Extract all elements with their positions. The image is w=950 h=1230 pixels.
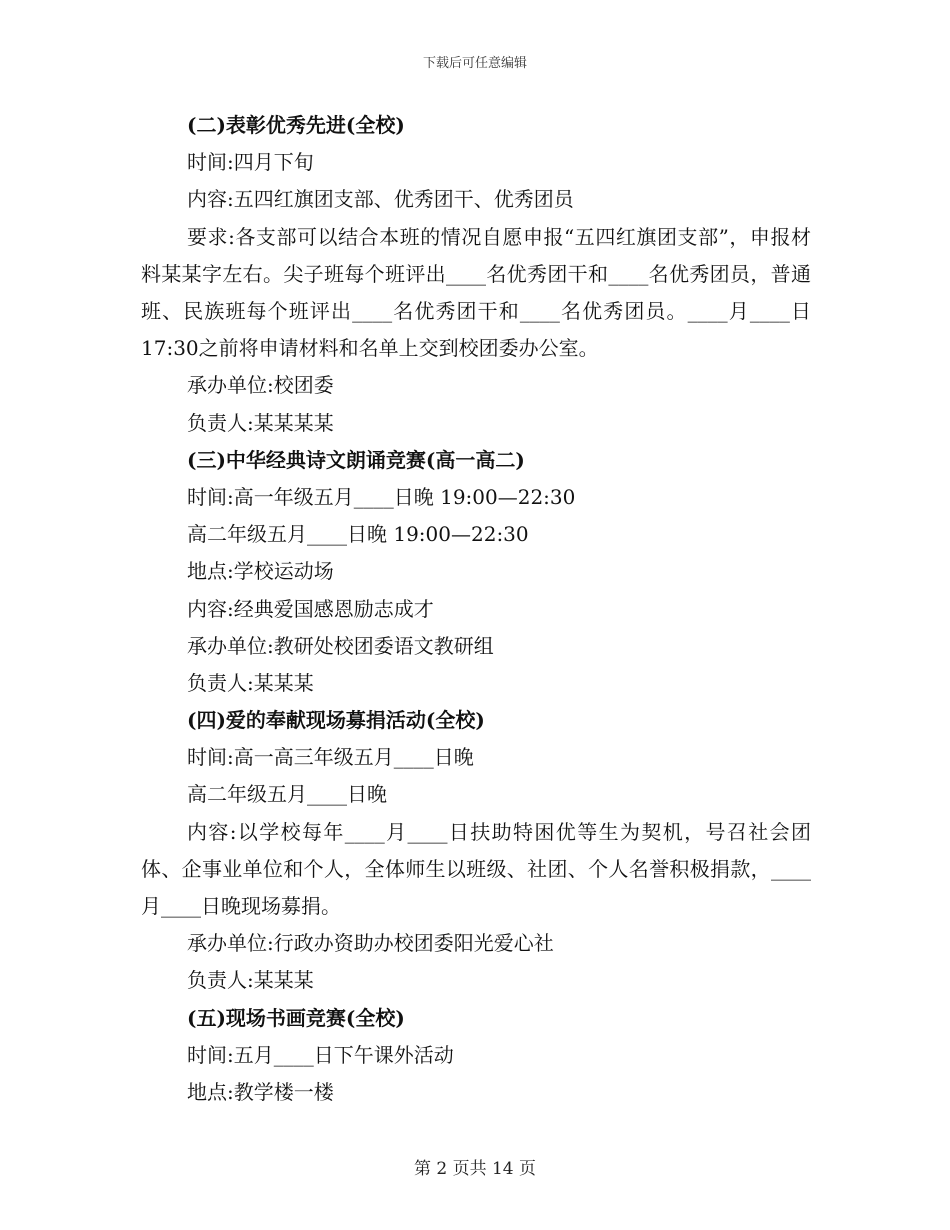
- section-time: 时间:高一年级五月____日晚 19:00—22:30: [187, 484, 576, 509]
- section-person: 负责人:某某某: [187, 968, 314, 993]
- section-heading: (三)中华经典诗文朗诵竞赛(高一高二): [187, 447, 525, 472]
- section-content: 内容:五四红旗团支部、优秀团干、优秀团员: [187, 187, 574, 212]
- section-person: 负责人:某某某: [187, 670, 314, 695]
- section-time-secondary: 高二年级五月____日晚: [187, 782, 387, 807]
- section-heading: (二)表彰优秀先进(全校): [187, 113, 405, 137]
- section-time: 时间:四月下旬: [187, 150, 314, 175]
- section-content: 内容:经典爱国感恩励志成才: [187, 596, 434, 621]
- section-organizer: 承办单位:校团委: [187, 373, 334, 398]
- section-requirement: 要求:各支部可以结合本班的情况自愿申报“五四红旗团支部”，申报材料某某字左右。尖子班每个班评出____名优秀团干和____名优秀团员，普通班、民族班每个班评出____名优秀团干和____名优秀团员。____月____日17:30之前将申请材料和名单上交到校团委办公室。: [141, 224, 811, 361]
- section-time: 时间:高一高三年级五月____日晚: [187, 745, 474, 770]
- section-heading: (五)现场书画竞赛(全校): [187, 1005, 405, 1030]
- section-time-secondary: 高二年级五月____日晚 19:00—22:30: [187, 522, 529, 547]
- section-heading: (四)爱的奉献现场募捐活动(全校): [187, 708, 485, 733]
- section-time: 时间:五月____日下午课外活动: [187, 1042, 454, 1067]
- page-footer: 第 2 页共 14 页: [413, 1159, 537, 1179]
- document-body: [141, 107, 811, 1111]
- section-person: 负责人:某某某某: [187, 410, 334, 435]
- page-header: 下载后可任意编辑: [422, 56, 527, 71]
- section-organizer: 承办单位:教研处校团委语文教研组: [187, 633, 494, 658]
- section-content: 内容:以学校每年____月____日扶助特困优等生为契机，号召社会团体、企事业单位和个人，全体师生以班级、社团、个人名誉积极捐款，____月____日晚现场募捐。: [141, 819, 811, 919]
- section-place: 地点:教学楼一楼: [187, 1079, 334, 1104]
- section-place: 地点:学校运动场: [187, 559, 334, 584]
- section-organizer: 承办单位:行政办资助办校团委阳光爱心社: [187, 931, 554, 956]
